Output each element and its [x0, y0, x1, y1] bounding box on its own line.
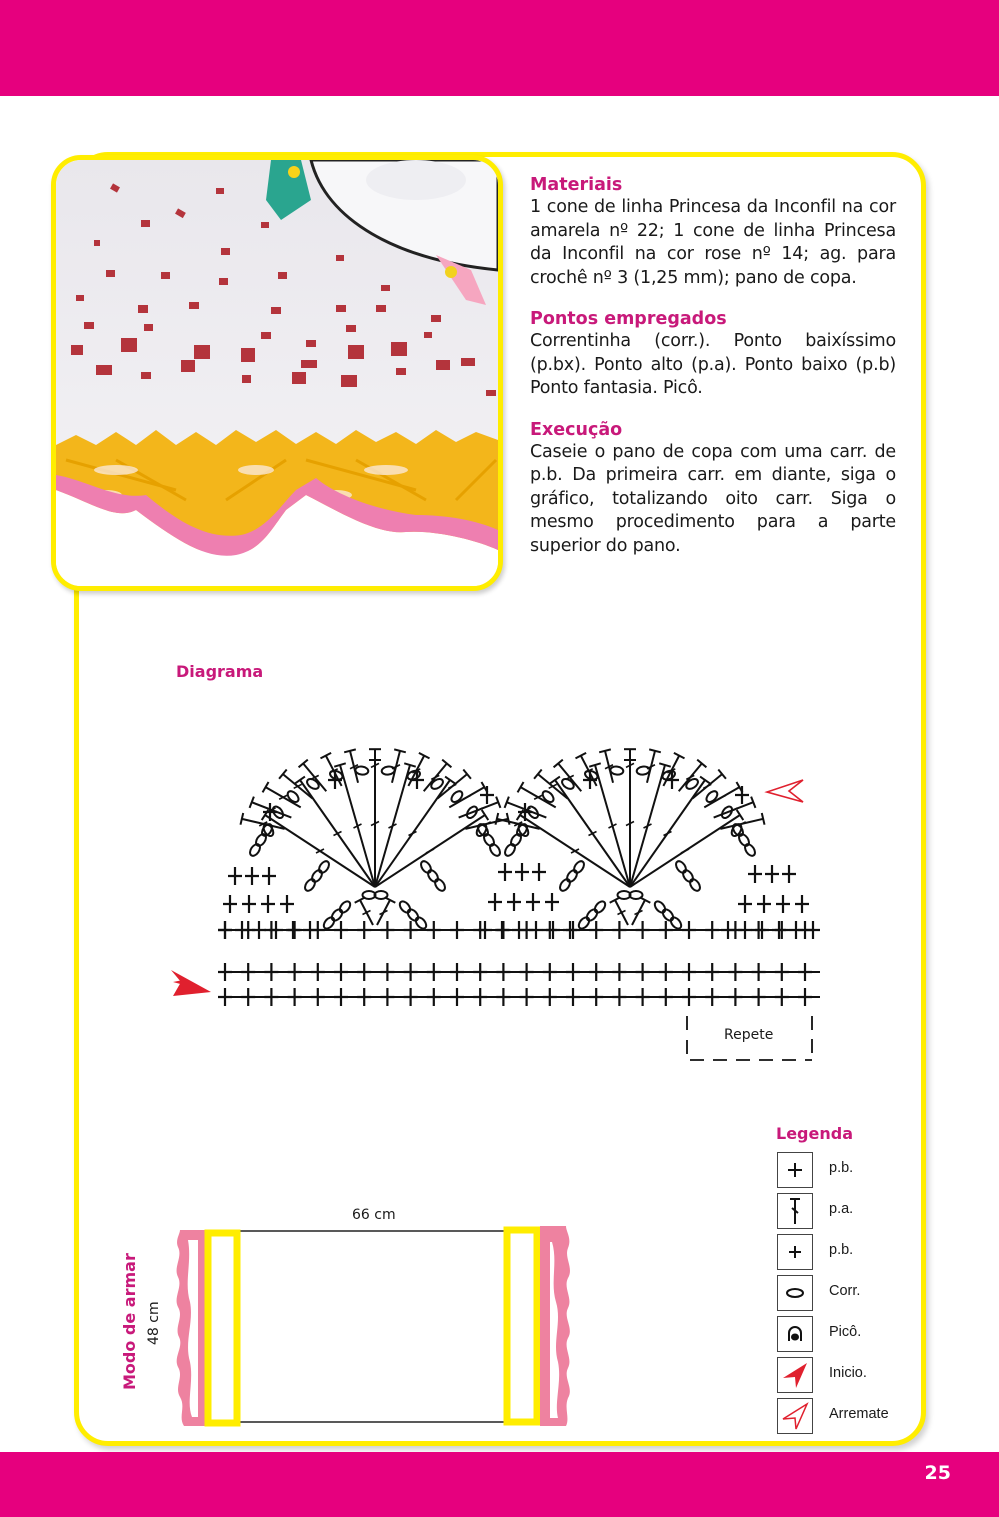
materials-text: 1 cone de linha Princesa da Inconfil na cor amarela nº 22; 1 cone de linha Princesa da Inconfil na cor rose nº 14; ag. para crochê nº 3 (1,25 mm); pano de copa.: [530, 197, 896, 288]
right-yellow-border: [507, 1230, 537, 1422]
legend-label: Picô.: [829, 1324, 862, 1340]
chain-symbol: [661, 907, 675, 922]
single-crochet-symbol: [665, 771, 679, 789]
chain-icon: [783, 1286, 807, 1300]
left-yellow-border: [208, 1233, 237, 1423]
single-crochet-symbol: [495, 921, 509, 939]
single-crochet-symbol: [738, 895, 752, 913]
single-crochet-symbol: [757, 895, 771, 913]
picot-icon: [785, 1324, 805, 1344]
single-crochet-symbol: [242, 895, 256, 913]
chain-symbol: [398, 899, 412, 914]
single-crochet-symbol: [488, 893, 502, 911]
chain-symbol: [419, 859, 433, 874]
chain-symbol: [317, 859, 331, 874]
single-crochet-symbol: [507, 893, 521, 911]
chain-symbol: [674, 859, 688, 874]
single-crochet-symbol: [235, 921, 249, 939]
page-number: 25: [924, 1462, 951, 1484]
diagram-heading: Diagrama: [176, 662, 264, 681]
chain-symbol: [433, 877, 447, 892]
assembly-heading: Modo de armar: [120, 1253, 139, 1390]
single-crochet-symbol: [806, 921, 820, 939]
single-crochet-symbol: [498, 863, 512, 881]
materials-section: [530, 175, 896, 290]
chain-symbol: [381, 766, 395, 776]
chain-symbol: [338, 899, 352, 914]
single-crochet-symbol: [228, 867, 242, 885]
single-crochet-symbol: [262, 867, 276, 885]
finish-arrow-icon: [767, 780, 803, 802]
single-crochet-symbol: [303, 921, 317, 939]
single-crochet-symbol: [765, 865, 779, 883]
single-crochet-symbol: [529, 921, 543, 939]
crochet-towel-photo: [56, 160, 498, 586]
execution-section: [530, 420, 896, 559]
chain-symbol: [322, 915, 336, 930]
product-photo: [51, 155, 503, 591]
stitches-text: Correntinha (corr.). Ponto baixíssimo (p.bx). Ponto alto (p.a). Ponto baixo (p.b) Ponto fantasia. Picô.: [530, 331, 896, 398]
chain-symbol: [585, 907, 599, 922]
single-crochet-symbol: [545, 893, 559, 911]
materials-heading: Materiais: [530, 175, 623, 195]
chain-symbol: [593, 899, 607, 914]
assembly-diagram: [170, 1222, 580, 1434]
chain-symbol: [541, 789, 556, 804]
single-crochet-symbol: [286, 921, 300, 939]
finish-arrow-icon: [781, 1401, 809, 1431]
legend-label: p.b.: [829, 1160, 854, 1176]
single-crochet-symbol: [410, 771, 424, 789]
chain-symbol: [572, 859, 586, 874]
single-crochet-symbol: [245, 867, 259, 885]
chain-symbol: [653, 899, 667, 914]
chain-symbol: [310, 868, 324, 883]
single-crochet-symbol: [738, 921, 752, 939]
legend-heading: Legenda: [776, 1124, 853, 1143]
chain-symbol: [681, 868, 695, 883]
single-crochet-symbol: [782, 865, 796, 883]
double-crochet-icon: [785, 1196, 805, 1226]
single-crochet-symbol: [721, 921, 735, 939]
single-crochet-symbol: [546, 921, 560, 939]
single-crochet-symbol: [755, 921, 769, 939]
single-crochet-symbol: [563, 921, 577, 939]
legend-label: p.a.: [829, 1201, 854, 1217]
chain-symbol: [355, 766, 369, 776]
legend-label: Inicio.: [829, 1365, 867, 1381]
chain-symbol: [636, 766, 650, 776]
single-crochet-symbol: [218, 921, 232, 939]
single-crochet-symbol: [772, 921, 786, 939]
single-crochet-symbol: [532, 863, 546, 881]
execution-text: Caseie o pano de copa com uma carr. de p.b. Da primeira carr. em diante, siga o gráfico, totalizando oito carr. Siga o mesmo procedimento para a parte superior do pano.: [530, 441, 896, 556]
chain-symbol: [669, 915, 683, 930]
single-crochet-icon: [785, 1160, 805, 1180]
chain-symbol: [303, 877, 317, 892]
single-crochet-symbol: [512, 921, 526, 939]
footer-band: [0, 1452, 999, 1517]
single-crochet-symbol: [789, 921, 803, 939]
single-crochet-symbol: [252, 921, 266, 939]
assembly-height-label: 48 cm: [146, 1301, 162, 1345]
single-crochet-symbol: [261, 895, 275, 913]
legend-label: Corr.: [829, 1283, 861, 1299]
chain-symbol: [330, 907, 344, 922]
chain-symbol: [577, 915, 591, 930]
execution-heading: Execução: [530, 419, 623, 440]
header-band: [0, 0, 999, 96]
single-crochet-symbol: [515, 863, 529, 881]
assembly-width-label: 66 cm: [352, 1207, 396, 1223]
chain-symbol: [688, 877, 702, 892]
chain-symbol: [565, 868, 579, 883]
single-crochet-symbol: [776, 895, 790, 913]
stitches-heading: Pontos empregados: [530, 309, 727, 329]
stitches-section: [530, 309, 896, 401]
single-crochet-symbol: [526, 893, 540, 911]
chain-symbol: [558, 877, 572, 892]
chain-symbol: [286, 789, 301, 804]
legend-label: Arremate: [829, 1406, 889, 1422]
crochet-diagram: [165, 700, 845, 1070]
start-arrow-icon: [781, 1360, 809, 1390]
chain-symbol: [449, 789, 464, 804]
chain-symbol: [704, 789, 719, 804]
chain-symbol: [414, 915, 428, 930]
repeat-label: Repete: [724, 1027, 774, 1043]
single-crochet-icon: [785, 1242, 805, 1262]
single-crochet-symbol: [748, 865, 762, 883]
single-crochet-symbol: [795, 895, 809, 913]
single-crochet-symbol: [280, 895, 294, 913]
single-crochet-symbol: [223, 895, 237, 913]
instructions-column: [530, 175, 896, 577]
chain-symbol: [610, 766, 624, 776]
chain-symbol: [426, 868, 440, 883]
chain-symbol: [406, 907, 420, 922]
legend-label: p.b.: [829, 1242, 854, 1258]
